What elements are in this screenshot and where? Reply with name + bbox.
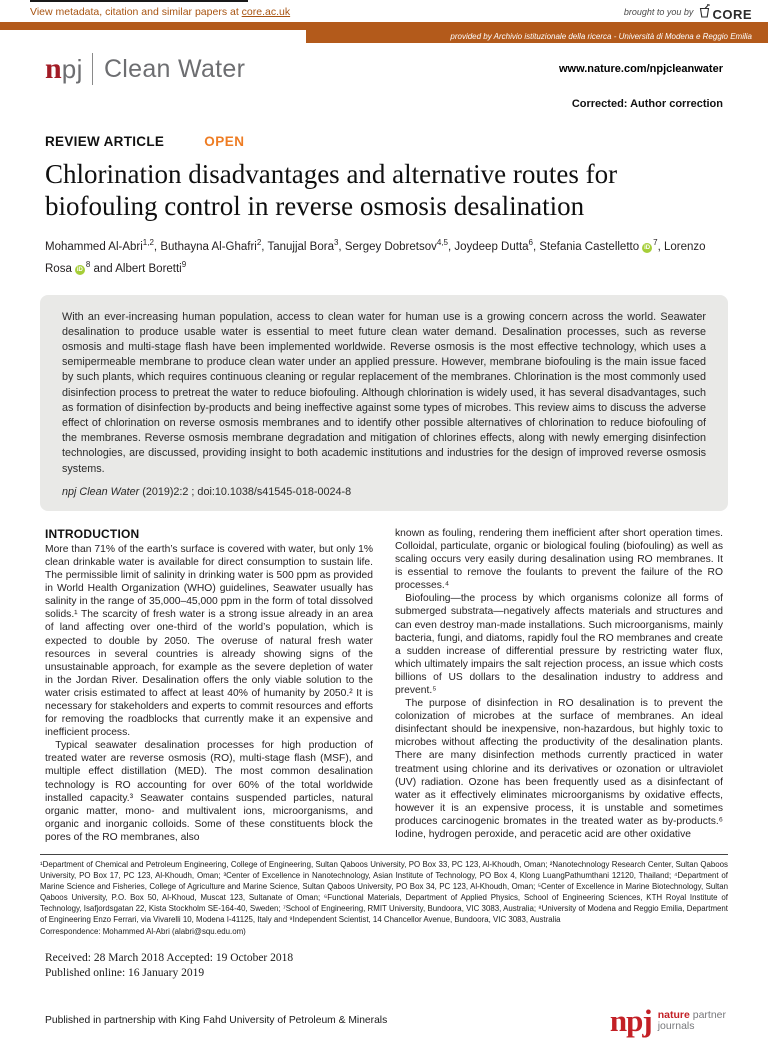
author-affil-sup: 6 [528,238,533,247]
top-edge-artifact [30,0,248,2]
core-logo [699,3,752,22]
affiliations-footnote [40,854,728,937]
npj-footer-logo [609,1003,726,1038]
author [160,238,268,253]
author-separator: and [90,262,116,275]
author-separator: , [153,240,161,253]
affiliations-text: ¹Department of Chemical and Petroleum Engineering, College of Engineering, Sultan Qaboos University, PO Box 33, PC 123, Al-Khoudh, Oman; ²Nanotechnology Research Center, Sultan Qaboos University, PO Box 17, PC 123, Al-Khoudh, Oman; ³Center of Excellence in Nanotechnology, Asian Institute of Technology, PO Box 4, Klong LuangPathumthani 12120, Thailand; ⁴Department of Marine Science and Fisheries, College of Agriculture and Marine Science, Sultan Qaboos University, PO Box 34, PC 123, Al-Khoudh, Oman; ⁵Center of Excellence in Marine Biotechnology, Sultan Qaboos University, P.O. Box 50, Al-Khoud, Muscat 123, Sultanate of Oman; ⁶Functional Materials, Department of Applied Physics, School of Engineering Sciences, KTH Royal Institute of Technology, Isafjordsgatan 22, Kista Stockholm SE-164-40, Sweden; ⁷School of Engineering, RMIT University, Bundoora, VIC 3083, Australia; ⁸University of Modena and Reggio Emilia, Department of Engineering Enzo Ferrari, via Vivarelli 10, Modena I-41125, Italy and ⁹Independent Scientist, 14 Chancellor Avenue, Bundoora, VIC 3083, Australia [40,860,728,925]
received-accepted-line: Received: 28 March 2018 Accepted: 19 October 2018 [45,952,294,965]
author [45,238,161,253]
author-affil-sup: 9 [181,259,187,269]
logo-letter-n: n [45,52,62,85]
author-affil-sup: 7 [653,238,658,247]
author-affil-sup: 4,5 [436,238,448,247]
partnership-note: Published in partnership with King Fahd University of Petroleum & Minerals [45,1015,388,1027]
page-footer [45,1003,726,1038]
brand-partner: partner [689,1009,726,1022]
open-access-badge: OPEN [204,134,245,149]
author-list [0,234,768,278]
author-affil-sup: 3 [333,238,339,247]
core-wordmark: CORE [712,6,752,22]
article-title: Chlorination disadvantages and alternative routes for biofouling control in reverse osmosis desalination [45,159,618,221]
brand-journals: journals [657,1020,695,1033]
left-column [45,527,373,844]
author-separator: , [447,240,455,253]
author [454,238,540,253]
orange-divider-bar [0,22,768,30]
orcid-icon[interactable]: iD [644,244,651,251]
author-affil-sup: 1,2 [142,238,154,247]
author-name: Lorenzo Rosa [45,240,706,275]
author [267,238,345,253]
author-separator: , [338,240,345,253]
provided-by-row [0,30,768,43]
author-separator: , [261,240,268,253]
core-banner-prefix: View metadata, citation and similar papers at [30,6,242,18]
core-banner-text [30,6,290,18]
intro-paragraph: Biofouling—the process by which organisms colonize all forms of submerged substrata—negatively affects materials and structures and can even destroy man-made installations. Such microorganisms, mainly bacteria, fungi, and diatoms, rapidly foul the RO membranes and create a sudden increase of differential pressure by restricting water flux, which ultimately impairs the salt rejection process, an issue which costs billions of US dollars to the desalination industry to address and prevent.⁵ [395,593,723,697]
author-name: Sergey Dobretsov [344,240,437,253]
abstract-box [40,295,728,511]
author-name: Albert Boretti [115,262,182,275]
npj-clean-water-logo [45,53,245,85]
intro-paragraph: Typical seawater desalination processes for high production of treated water are reverse osmosis (RO), multi-stage flash (MSF), and multiple effect distillation (MED). The most common desalination technology is RO accounting for over 60% of the total worldwide installed capacity.³ Seawater contains suspended particles, natural organic matter, mono- and multivalent ions, microorganisms, and organic and inorganic colloids. Some of these constituents block the pores of the RO membranes, also [45,740,373,843]
published-online-line: Published online: 16 January 2019 [45,967,205,980]
core-brought-group [624,3,752,22]
correction-notice: Corrected: Author correction [571,98,723,110]
citation-rest: (2019)2:2 ; doi:10.1038/s41545-018-0024-8 [139,485,352,498]
logo-divider [92,53,93,85]
author-affil-sup: 2 [256,238,262,247]
author [344,238,455,253]
core-glass-icon [699,4,710,23]
correspondence-line: Correspondence: Mohammed Al-Abri (alabri@squ.edu.om) [40,927,246,937]
article-type-label: REVIEW ARTICLE [45,134,165,149]
npj-brand-text [658,1010,726,1032]
author-name: Joydeep Dutta [454,240,529,253]
author-name: Stefania Castelletto [539,240,640,253]
introduction-heading: INTRODUCTION [45,526,140,541]
orcid-icon[interactable]: iD [76,266,83,273]
author-separator: , [533,240,540,253]
citation-journal: npj Clean Water [62,485,140,498]
article-type-row [0,134,768,149]
journal-url: www.nature.com/npjcleanwater [558,63,723,75]
core-banner [0,0,768,22]
core-link[interactable]: core.ac.uk [241,6,291,18]
intro-paragraph: The purpose of disinfection in RO desalination is to prevent the colonization of microbes at the surface of membranes. An ideal disinfectant should be inexpensive, non-hazardous, but highly toxic to microbes without affecting the productivity of the desalination plants. There are many disinfection methods currently practiced in water treatment using chlorine and its derivatives or ozonation or ultraviolet (UV) radiation. Ozone has been frequently used as a disinfectant of water as it effectively eliminates microorganisms by oxidative effects, however it is an expensive process, it is unstable and sometimes produces carcinogenic bromates in the treated water as by-products.⁶ Iodine, hydrogen peroxide, and peracetic acid are other oxidative [395,698,723,841]
npj-wordmark: npj [609,1003,652,1038]
intro-paragraph: More than 71% of the earth’s surface is covered with water, but only 1% clean drinkable water is available for direct consumption to sustain life. The permissible limit of salinity in drinking water is 500 ppm as provided in World Health Organization (WHO) guidelines, Seawater usually has salinity in the range of 35,000–45,000 ppm in the form of total dissolved solids.¹ The scarcity of fresh water is a strong issue already in an area of land affecting over one-third of the world’s population, which is expected to double by 2050. The overuse of natural fresh water resources in several countries is already showing signs of the unsustainable approach, for example as the severe depletion of water in the Jordan River. Desalination offers the only viable solution to the water crisis estimated to affect at least 40% of humanity by 2050.² It is necessary for stakeholders and experts to commit resources and efforts for removing the roadblocks that currently make it an expensive and inefficient process. [45,543,373,739]
journal-header [0,43,768,85]
provided-by-banner: provided by Archivio istituzionale della ricerca - Università di Modena e Reggio Emilia [306,30,768,43]
brand-nature: nature [657,1009,690,1022]
author-name: Mohammed Al-Abri [45,240,143,253]
intro-paragraph: known as fouling, rendering them inefficient after short operation times. Colloidal, particulate, organic or biological fouling (biofouling) as well as scaling occurs very easily during desalination using RO membranes. It is essential to remove the foulants to prevent the failure of the RO processes.⁴ [395,527,723,592]
author-affil-sup: 8 [85,259,91,269]
body-columns [45,527,723,844]
brought-to-you-by-label: brought to you by [623,7,694,17]
citation-line [62,486,706,498]
dates-block [45,951,723,981]
author-name: Tanujjal Bora [267,240,334,253]
author [115,259,187,275]
author-separator: , [657,240,661,253]
journal-name: Clean Water [103,54,246,83]
author-name: Buthayna Al-Ghafri [160,240,257,253]
right-column [395,527,723,844]
abstract-text: With an ever-increasing human population, access to clean water for human use is a growing concern across the world. Seawater desalination to produce usable water is essential to meet future clean water demand. Desalination processes, such as reverse osmosis and multi-stage flash have been implemented worldwide. Reverse osmosis is the most effective technology, which uses a semipermeable membrane to produce clean water under an applied pressure. However, membrane biofouling is the main issue faced by such plants, which requires continuous cleaning or regular replacement of the membranes. Chlorination is the most commonly used disinfection process to pretreat the water to reduce biofouling. Although chlorination is widely used, it has several disadvantages, such as formation of disinfection by-products and being ineffective against some types of microbes. This review aims to discuss the adverse effect of chlorination on reverse osmosis membranes and to identify other possible alternatives of chlorination to reduce biofouling of the membranes. Reverse osmosis membrane degradation and mitigation of chlorines effects, along with newly emerging disinfection technologies, are discussed, providing insight to both academic institutions and industries for the design of improved reverse osmosis systems. [62,310,706,475]
logo-letters-pj: pj [61,54,83,84]
